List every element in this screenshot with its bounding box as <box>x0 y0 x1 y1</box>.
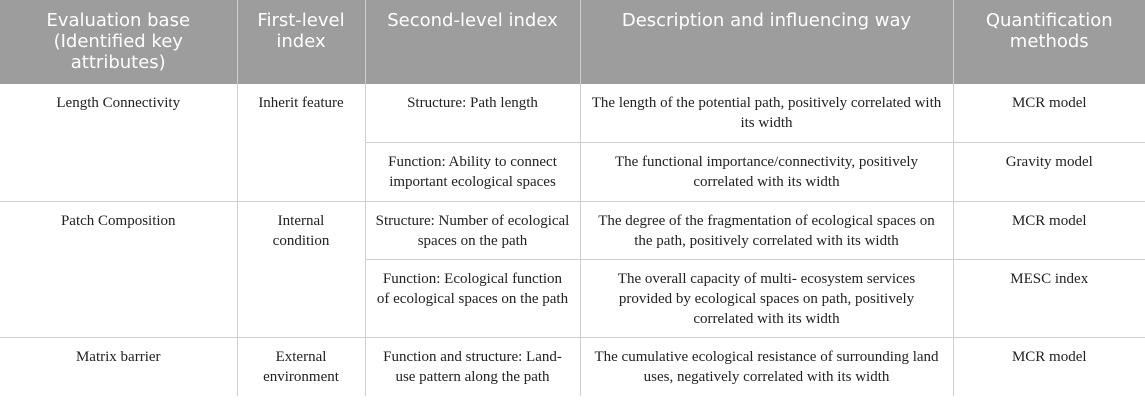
header-quantification-methods: Quantification methods <box>953 0 1145 84</box>
second-level-cell: Function: Ability to connect important ecological spaces <box>365 142 580 201</box>
header-first-level-index: First-level index <box>237 0 365 84</box>
header-description: Description and influencing way <box>580 0 953 84</box>
first-level-cell: External environment <box>237 337 365 396</box>
first-level-cell: Inherit feature <box>237 84 365 201</box>
evaluation-base-cell: Patch Composition <box>0 201 237 337</box>
second-level-cell: Function and structure: Land-use pattern along the path <box>365 337 580 396</box>
method-cell: MESC index <box>953 259 1145 337</box>
first-level-cell: Internal condition <box>237 201 365 337</box>
method-cell: MCR model <box>953 201 1145 259</box>
method-cell: MCR model <box>953 337 1145 396</box>
header-evaluation-base: Evaluation base (Identified key attributes) <box>0 0 237 84</box>
description-cell: The degree of the fragmentation of ecological spaces on the path, positively correlated with its width <box>580 201 953 259</box>
description-cell: The functional importance/connectivity, positively correlated with its width <box>580 142 953 201</box>
table-row <box>0 337 1145 396</box>
second-level-cell: Structure: Path length <box>365 84 580 142</box>
method-cell: Gravity model <box>953 142 1145 201</box>
description-cell: The cumulative ecological resistance of surrounding land uses, negatively correlated with its width <box>580 337 953 396</box>
header-second-level-index: Second-level index <box>365 0 580 84</box>
evaluation-base-cell: Length Connectivity <box>0 84 237 201</box>
description-cell: The length of the potential path, positively correlated with its width <box>580 84 953 142</box>
method-cell: MCR model <box>953 84 1145 142</box>
description-cell: The overall capacity of multi- ecosystem services provided by ecological spaces on path, positively correlated with its width <box>580 259 953 337</box>
second-level-cell: Function: Ecological function of ecological spaces on the path <box>365 259 580 337</box>
table-row <box>0 201 1145 259</box>
evaluation-base-cell: Matrix barrier <box>75 348 161 365</box>
table-row <box>0 84 1145 142</box>
second-level-cell: Structure: Number of ecological spaces on the path <box>365 201 580 259</box>
header-row <box>0 0 1145 84</box>
